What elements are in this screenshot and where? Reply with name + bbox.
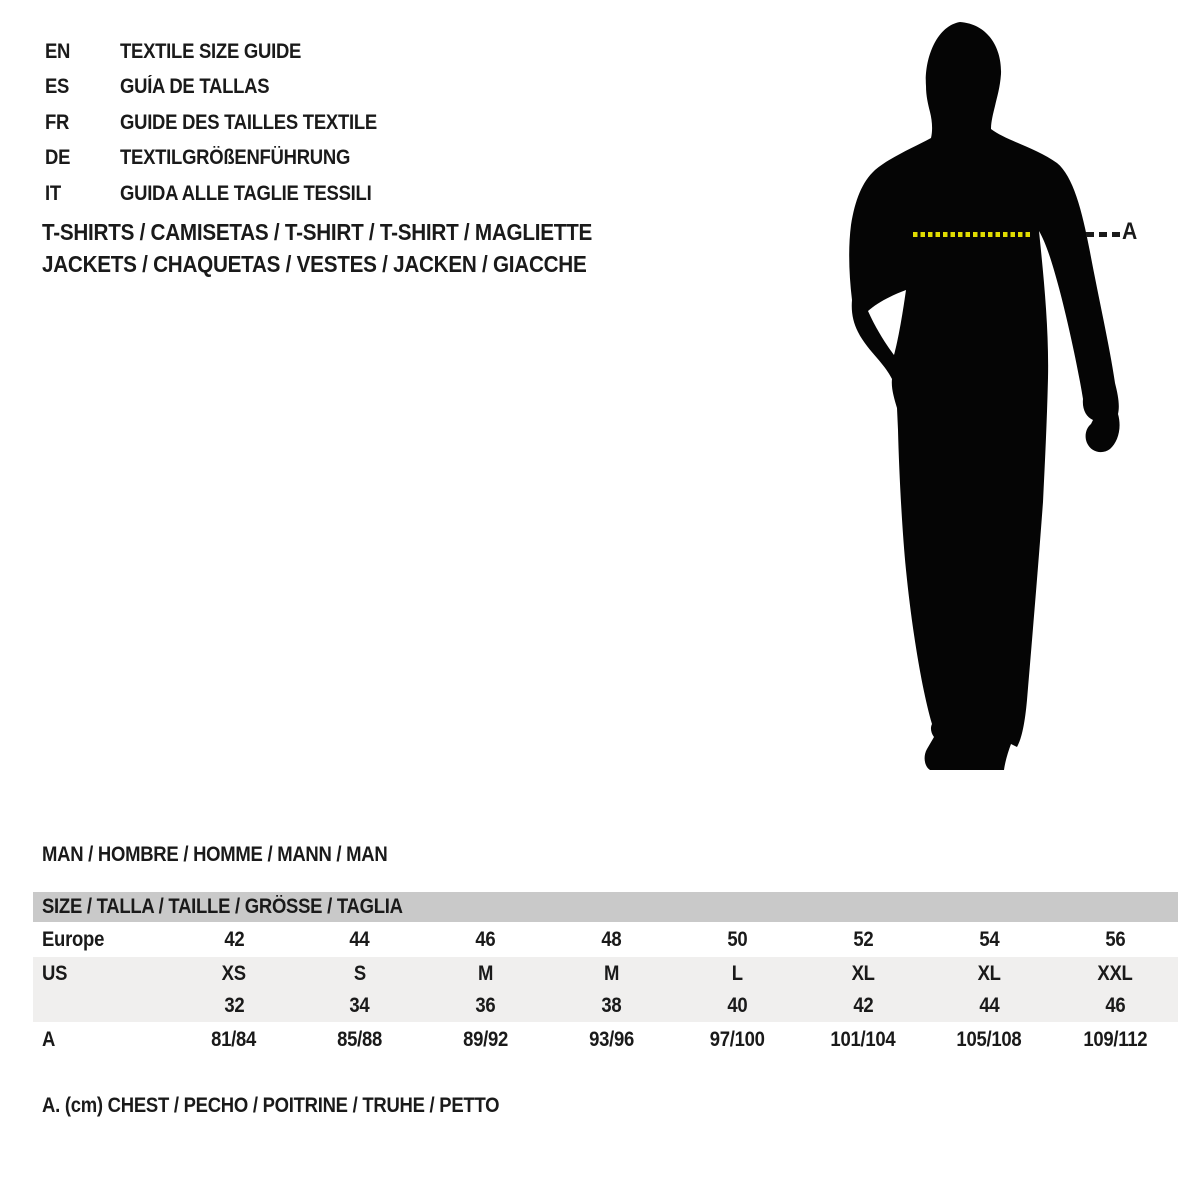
table-row-us-numeric (33, 990, 1178, 1022)
cell-value: 44 (979, 994, 1000, 1017)
measure-label-a: A (1122, 218, 1138, 245)
cell-value: 32 (223, 994, 244, 1017)
cell-value: XS (221, 961, 246, 985)
table-row-us (33, 957, 1178, 990)
language-code: DE (45, 146, 71, 170)
category-tshirts: T-SHIRTS / CAMISETAS / T-SHIRT / T-SHIRT / MAGLIETTE (42, 219, 592, 246)
table-row-chest (33, 1022, 1178, 1057)
guide-title-fr: GUIDE DES TAILLES TEXTILE (120, 110, 377, 134)
cell-value: 52 (853, 927, 874, 951)
guide-title-it: GUIDA ALLE TAGLIE TESSILI (120, 181, 372, 205)
measure-leader-dashes (1086, 232, 1120, 237)
cell-value: 42 (223, 927, 244, 951)
cell-value: 46 (1105, 994, 1126, 1017)
cell-value: 54 (979, 927, 1000, 951)
cell-value: 97/100 (709, 1027, 765, 1051)
section-title-man: MAN / HOMBRE / HOMME / MANN / MAN (42, 843, 388, 866)
cell-value: XL (977, 961, 1001, 985)
row-label: Europe (42, 927, 105, 951)
cell-value: 50 (727, 927, 748, 951)
cell-value: 89/92 (463, 1027, 509, 1051)
cell-value: 38 (601, 994, 622, 1017)
language-code: ES (45, 75, 70, 99)
cell-value: XL (851, 961, 875, 985)
guide-title-de: TEXTILGRÖßENFÜHRUNG (120, 146, 351, 170)
cell-value: 48 (601, 927, 622, 951)
row-label: A (42, 1027, 56, 1051)
cell-value: 85/88 (337, 1027, 383, 1051)
cell-value: L (731, 961, 743, 985)
guide-title-es: GUÍA DE TALLAS (120, 75, 270, 99)
cell-value: 105/108 (956, 1027, 1022, 1051)
size-table-header-label: SIZE / TALLA / TAILLE / GRÖSSE / TAGLIA (42, 895, 403, 918)
cell-value: 56 (1105, 927, 1126, 951)
cell-value: 46 (475, 927, 496, 951)
cell-value: XXL (1097, 961, 1133, 985)
language-code: FR (45, 110, 70, 134)
cell-value: 40 (727, 994, 748, 1017)
size-table-header (33, 892, 1178, 922)
table-row-europe (33, 922, 1178, 957)
cell-value: 36 (475, 994, 496, 1017)
cell-value: M (603, 961, 620, 985)
guide-title-en: TEXTILE SIZE GUIDE (120, 39, 302, 63)
cell-value: 81/84 (211, 1027, 257, 1051)
chest-measure-dotted-line (913, 232, 1031, 237)
cell-value: 34 (349, 994, 370, 1017)
language-code: EN (45, 39, 71, 63)
size-table (33, 892, 1178, 1057)
cell-value: S (353, 961, 366, 985)
cell-value: 101/104 (830, 1027, 896, 1051)
language-code: IT (45, 181, 61, 205)
cell-value: 42 (853, 994, 874, 1017)
row-label: US (42, 961, 68, 985)
cell-value: 44 (349, 927, 370, 951)
measurement-footnote: A. (cm) CHEST / PECHO / POITRINE / TRUHE / PETTO (42, 1094, 500, 1117)
cell-value: 93/96 (589, 1027, 635, 1051)
cell-value: 109/112 (1083, 1027, 1148, 1051)
cell-value: M (478, 961, 494, 985)
category-jackets: JACKETS / CHAQUETAS / VESTES / JACKEN / GIACCHE (42, 250, 587, 277)
